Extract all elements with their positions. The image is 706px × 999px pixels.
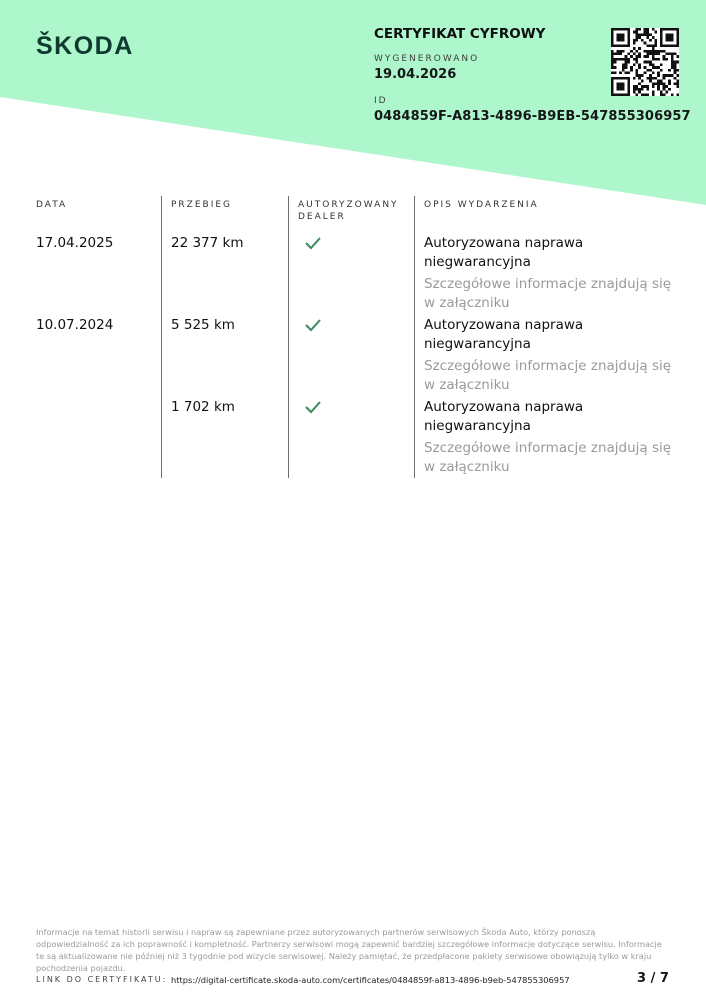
certificate-title: CERTYFIKAT CYFROWY xyxy=(374,26,546,42)
row-description-line: Autoryzowana naprawa xyxy=(424,235,584,251)
row-description-line: Autoryzowana naprawa xyxy=(424,317,584,333)
generated-label: WYGENEROWANO xyxy=(374,54,480,64)
qr-code-icon xyxy=(611,28,679,96)
row-mileage: 22 377 km xyxy=(171,235,244,251)
generated-date: 19.04.2026 xyxy=(374,67,457,82)
check-icon xyxy=(304,400,322,414)
column-header-mileage: PRZEBIEG xyxy=(171,200,233,210)
row-description-line: niegwarancyjna xyxy=(424,254,531,270)
certificate-link-label: LINK DO CERTYFIKATU: xyxy=(36,975,168,984)
row-mileage: 5 525 km xyxy=(171,317,235,333)
certificate-link[interactable]: https://digital-certificate.skoda-auto.com/certificates/0484859f-a813-4896-b9eb-547855306957 xyxy=(171,975,570,985)
certificate-id: 0484859F-A813-4896-B9EB-547855306957 xyxy=(374,109,691,124)
column-header-description: OPIS WYDARZENIA xyxy=(424,200,539,210)
row-detail xyxy=(424,439,684,477)
row-detail-line: w załączniku xyxy=(424,459,510,475)
row-description-line: niegwarancyjna xyxy=(424,418,531,434)
column-header-dealer xyxy=(298,199,399,223)
footer-disclaimer: Informacje na temat historii serwisu i napraw są zapewniane przez autoryzowanych partnerów serwisowych Škoda Auto, którzy ponoszą odpowiedzialność za ich poprawność i kompletność. Partnerzy serwisowi mogą zapewnić bardziej szczegółowe informacje dotyczące serwisu. Informacje te są aktualizowane nie później niż 3 tygodnie pod wizycie serwisowej. Należy pamiętać, że przedpłacone pakiety serwisowe obowiązują tylko w kraju pochodzenia pojazdu. xyxy=(36,927,662,973)
row-description xyxy=(424,398,684,436)
column-header-date: DATA xyxy=(36,200,68,210)
page-number: 3 / 7 xyxy=(637,971,669,986)
id-label: ID xyxy=(374,96,388,106)
column-divider xyxy=(288,196,289,478)
column-header-dealer-line2: DEALER xyxy=(298,212,346,222)
row-detail xyxy=(424,357,684,395)
row-detail-line: Szczegółowe informacje znajdują się xyxy=(424,276,672,292)
row-description-line: Autoryzowana naprawa xyxy=(424,399,584,415)
row-detail-line: w załączniku xyxy=(424,377,510,393)
column-header-dealer-line1: AUTORYZOWANY xyxy=(298,200,399,210)
row-description-line: niegwarancyjna xyxy=(424,336,531,352)
row-mileage: 1 702 km xyxy=(171,399,235,415)
row-date: 10.07.2024 xyxy=(36,317,114,333)
row-detail-line: Szczegółowe informacje znajdują się xyxy=(424,440,672,456)
check-icon xyxy=(304,236,322,250)
row-detail-line: w załączniku xyxy=(424,295,510,311)
row-detail xyxy=(424,275,684,313)
column-divider xyxy=(161,196,162,478)
check-icon xyxy=(304,318,322,332)
row-description xyxy=(424,316,684,354)
row-detail-line: Szczegółowe informacje znajdują się xyxy=(424,358,672,374)
skoda-logo: ŠKODA xyxy=(36,32,134,60)
column-divider xyxy=(414,196,415,478)
row-date: 17.04.2025 xyxy=(36,235,114,251)
row-description xyxy=(424,234,684,272)
